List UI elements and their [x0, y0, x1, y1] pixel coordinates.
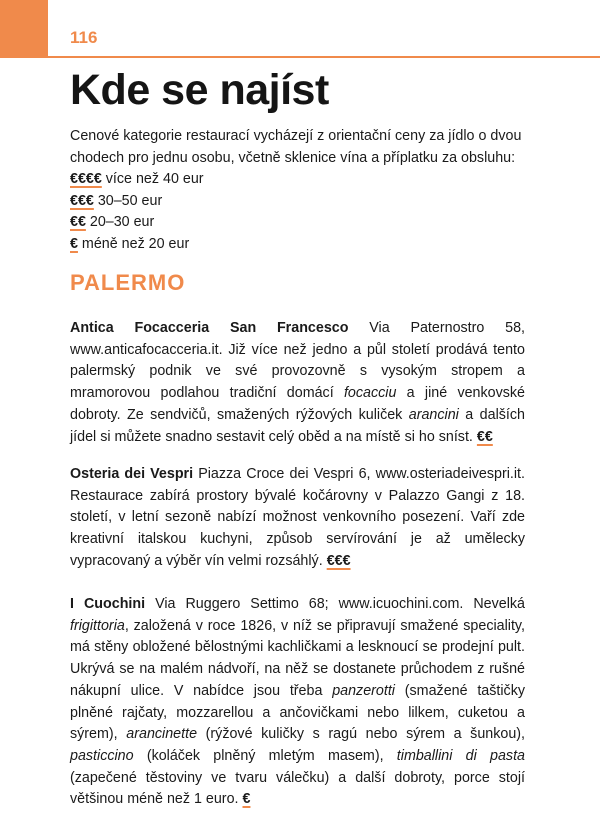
intro-block: [70, 126, 525, 255]
price-category-row: [70, 212, 525, 234]
price-category-label: 30–50 eur: [93, 192, 163, 209]
euro-symbol: €€: [70, 214, 86, 230]
section-heading: PALERMO: [70, 270, 186, 295]
entry-text: a dalších jídel si můžete snadno sestavit celý oběd a na místě si ho sníst.: [70, 406, 525, 445]
entry-text: Via Ruggero Settimo 68; www.icuochini.com. Nevelká: [145, 596, 525, 612]
price-category-label: méně než 20 eur: [77, 235, 190, 252]
restaurant-entry: [70, 594, 525, 811]
entry-italic-term: arancini: [408, 406, 459, 423]
entry-italic-term: frigittoria: [70, 617, 125, 634]
intro-text: Cenové kategorie restaurací vycházejí z orientační ceny za jídlo o dvou chodech pro jednu osobu, včetně sklenice vína a příplatku za obsluhu:: [70, 128, 522, 166]
price-badge: €€€: [326, 552, 351, 569]
entry-text: (smažené taštičky plněné rajčaty, mozzarellou a ančovičkami nebo lilkem, cuketou a sýrem),: [70, 682, 525, 743]
page-title: Kde se najíst: [70, 66, 329, 114]
price-badge: €€: [476, 428, 493, 445]
orange-tab: [0, 0, 48, 58]
entry-italic-term: timballini di pasta: [396, 747, 525, 764]
price-badge: €: [242, 791, 251, 808]
entry-text: Via Paternostro 58, www.anticafocacceria.it. Již více než jedno a půl století prodává tento palermský podnik ve své provozovně s vysokým stropem a mramorovou podlahou tradiční domácí: [70, 320, 526, 402]
entry-italic-term: focacciu: [343, 385, 397, 402]
restaurant-entry: [70, 318, 525, 448]
entry-italic-term: arancinette: [126, 726, 198, 743]
page-number: 116: [70, 28, 98, 47]
restaurant-entry: [70, 464, 525, 573]
price-category-row: [70, 234, 525, 256]
entry-text: Piazza Croce dei Vespri 6, www.osteriadeivespri.it. Restaurace zabírá prostory bývalé kočárovny v Palazzo Gangi z 18. století, v letní sezoně nabízí možnost venkovního posezení. Vaří zde kreativní italskou kuchyni, způsob servírování je až umělecky vypracovaný a výběr vín velmi rozsáhlý.: [70, 466, 525, 569]
restaurant-name: Osteria dei Vespri: [70, 466, 194, 482]
entry-text: (zapečené těstoviny ve tvaru válečku) a další dobroty, porce stojí většinou méně než 1 euro.: [70, 769, 525, 808]
top-rule: [48, 56, 600, 58]
price-category-row: [70, 169, 525, 191]
euro-symbol: €€€€: [70, 171, 102, 187]
entry-italic-term: pasticcino: [70, 747, 134, 764]
price-category-row: [70, 191, 525, 213]
entry-text: (rýžové kuličky s ragú nebo sýrem a šunkou),: [197, 726, 526, 743]
price-category-label: 20–30 eur: [85, 214, 155, 230]
restaurant-name: I Cuochini: [70, 596, 146, 612]
entry-text: a jiné venkovské dobroty. Ze sendvičů, smažených rýžových kuliček: [70, 385, 525, 423]
restaurant-name: Antica Focacceria San Francesco: [70, 320, 349, 336]
entry-italic-term: panzerotti: [332, 682, 395, 699]
price-category-label: více než 40 eur: [101, 171, 204, 187]
entry-text: , založená v roce 1826, v níž se připravují smažené speciality, má stěny obložené bělostnými kachličkami a lesknoucí se prodejní pult. Ukrývá se na malém nádvoří, na něž se dostanete průchodem z rušné nákupní ulice. V nabídce jsou třeba: [70, 617, 525, 699]
entry-text: (koláček plněný mletým masem),: [133, 747, 397, 764]
euro-symbol: €: [70, 235, 78, 252]
euro-symbol: €€€: [70, 192, 94, 209]
